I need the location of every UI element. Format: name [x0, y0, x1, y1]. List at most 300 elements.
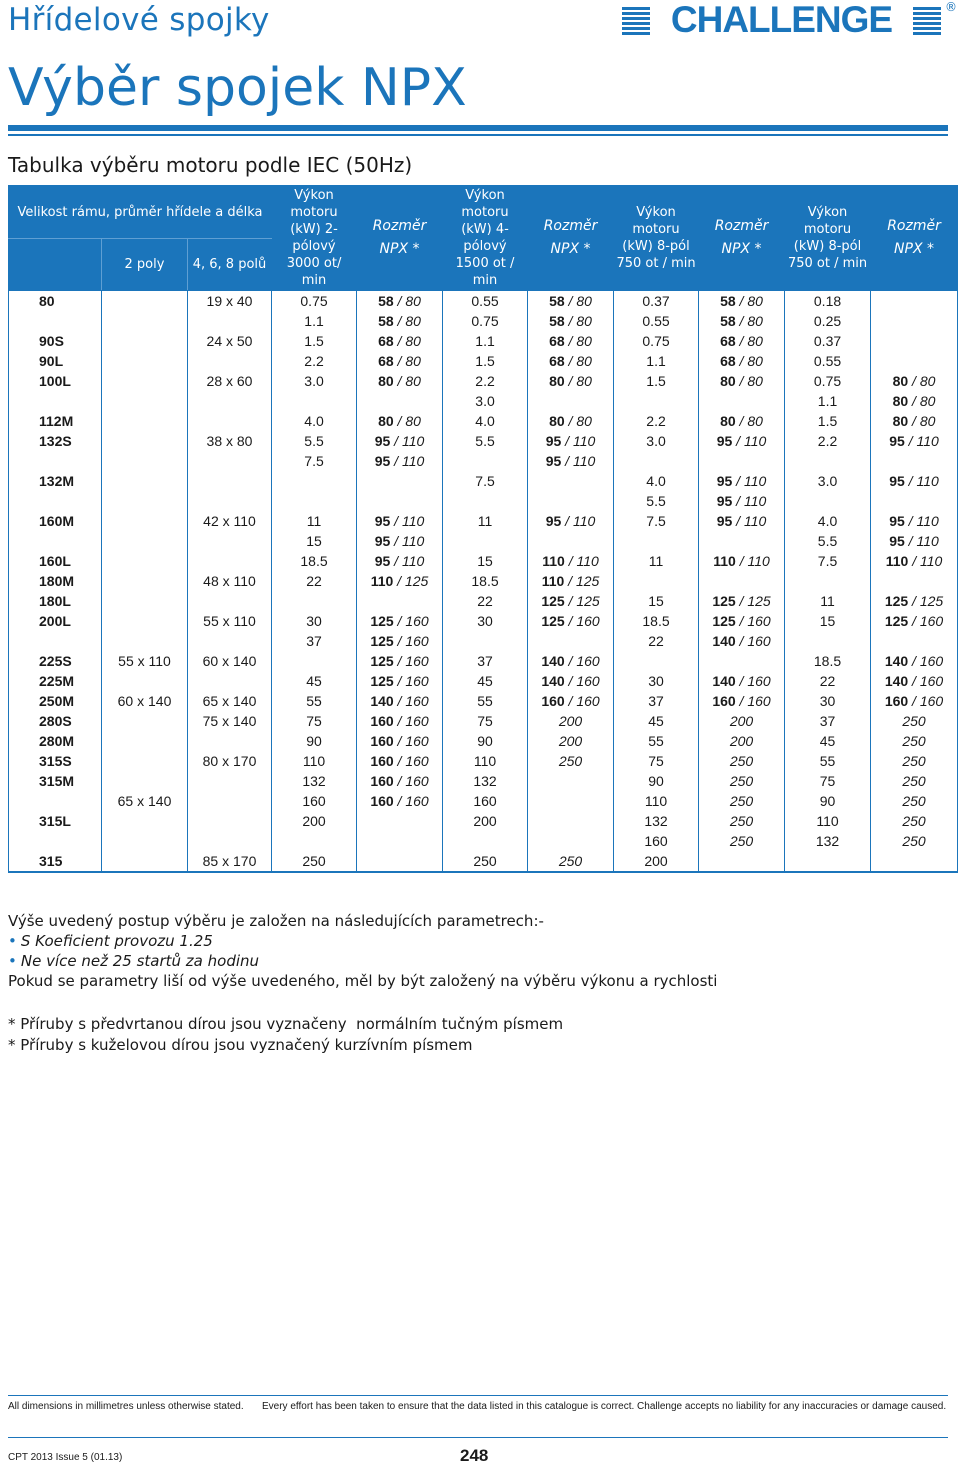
cell-power-8pole-b: 1.1 [785, 391, 871, 411]
cell-power-2pole: 22 [272, 571, 357, 591]
cell-size-2pole [357, 571, 443, 591]
cell-power-4pole: 45 [443, 671, 528, 691]
cell-size-8pole-a [699, 711, 785, 731]
size-max: 80 [576, 293, 592, 309]
size-sep: / [904, 433, 917, 449]
cell-size-8pole-a [699, 591, 785, 611]
bullet-icon: • [8, 952, 17, 970]
size-bore: 140 [884, 673, 909, 689]
cell-size-8pole-a [699, 731, 785, 751]
cell-size-4pole [528, 631, 614, 651]
size-max: 250 [729, 773, 754, 789]
size-max: 80 [405, 313, 421, 329]
cell-shaft-468pole [188, 411, 272, 431]
size-max: 80 [747, 353, 763, 369]
table-row [9, 431, 958, 451]
cell-size-4pole [528, 431, 614, 451]
cell-power-4pole: 4.0 [443, 411, 528, 431]
size-max: 110 [572, 513, 596, 529]
cell-shaft-2pole [102, 611, 188, 631]
cell-size-4pole [528, 691, 614, 711]
cell-size-2pole [357, 351, 443, 371]
cell-shaft-2pole [102, 671, 188, 691]
cell-power-8pole-b: 0.25 [785, 311, 871, 331]
table-row [9, 551, 958, 571]
size-max: 110 [401, 533, 425, 549]
cell-shaft-2pole [102, 391, 188, 411]
cell-power-8pole-a: 110 [614, 791, 699, 811]
cell-size-4pole [528, 791, 614, 811]
size-max: 110 [743, 433, 767, 449]
size-max: 160 [405, 613, 429, 629]
size-max: 160 [576, 673, 600, 689]
cell-size-4pole [528, 831, 614, 851]
cell-power-8pole-b: 55 [785, 751, 871, 771]
size-sep: / [735, 353, 748, 369]
cell-power-4pole: 160 [443, 791, 528, 811]
cell-power-8pole-b: 11 [785, 591, 871, 611]
size-max: 110 [572, 453, 596, 469]
size-max: 250 [902, 833, 926, 849]
cell-power-8pole-a: 160 [614, 831, 699, 851]
size-bore: 125 [370, 633, 394, 649]
cell-power-8pole-b: 18.5 [785, 651, 871, 671]
cell-shaft-468pole: 85 x 170 [188, 851, 272, 872]
cell-size-2pole [357, 391, 443, 411]
size-bore: 110 [542, 553, 565, 569]
size-max: 80 [405, 293, 421, 309]
size-max: 200 [558, 713, 583, 729]
cell-power-2pole: 30 [272, 611, 357, 631]
cell-power-2pole: 37 [272, 631, 357, 651]
size-bore: 95 [889, 473, 905, 489]
cell-power-4pole: 22 [443, 591, 528, 611]
cell-power-8pole-b: 15 [785, 611, 871, 631]
cell-power-8pole-b: 2.2 [785, 431, 871, 451]
size-sep: / [904, 513, 917, 529]
size-sep: / [564, 333, 577, 349]
cell-shaft-2pole [102, 471, 188, 491]
size-bore: 140 [541, 673, 565, 689]
cell-size-8pole-a [699, 691, 785, 711]
cell-power-8pole-b: 3.0 [785, 471, 871, 491]
header-size-8pole-a: Rozměr NPX * [699, 186, 785, 291]
size-max: 160 [576, 693, 600, 709]
cell-power-8pole-a: 90 [614, 771, 699, 791]
cell-size-4pole [528, 651, 614, 671]
cell-power-8pole-a: 0.37 [614, 291, 699, 312]
cell-shaft-468pole: 48 x 110 [188, 571, 272, 591]
size-max: 250 [902, 753, 926, 769]
size-sep: / [393, 293, 406, 309]
cell-size-8pole-b [871, 391, 958, 411]
size-bore: 95 [374, 513, 391, 529]
size-sep: / [735, 693, 748, 709]
size-sep: / [390, 553, 402, 569]
cell-shaft-2pole [102, 371, 188, 391]
size-max: 110 [743, 513, 767, 529]
title-rule-thick [8, 125, 948, 131]
cell-power-8pole-b [785, 451, 871, 471]
size-bore: 58 [720, 313, 736, 329]
size-max: 80 [405, 333, 421, 349]
cell-power-8pole-b [785, 631, 871, 651]
table-row [9, 611, 958, 631]
size-max: 250 [902, 813, 926, 829]
cell-shaft-2pole [102, 451, 188, 471]
cell-shaft-2pole [102, 491, 188, 511]
size-bore: 68 [378, 353, 394, 369]
size-sep: / [735, 313, 748, 329]
cell-power-8pole-a: 75 [614, 751, 699, 771]
size-sep: / [732, 433, 744, 449]
cell-shaft-2pole [102, 591, 188, 611]
cell-power-4pole: 0.75 [443, 311, 528, 331]
cell-size-8pole-a [699, 471, 785, 491]
size-bore: 95 [716, 493, 733, 509]
cell-size-4pole [528, 751, 614, 771]
cell-size-8pole-a [699, 551, 785, 571]
cell-power-8pole-a: 30 [614, 671, 699, 691]
cell-power-2pole: 11 [272, 511, 357, 531]
cell-power-4pole: 2.2 [443, 371, 528, 391]
cell-size-8pole-b [871, 591, 958, 611]
cell-size-2pole [357, 851, 443, 872]
logo-stripes-left-icon [622, 7, 650, 35]
cell-power-8pole-a: 0.75 [614, 331, 699, 351]
size-bore: 80 [720, 373, 736, 389]
cell-power-4pole [443, 831, 528, 851]
cell-shaft-468pole: 42 x 110 [188, 511, 272, 531]
cell-power-8pole-b: 0.75 [785, 371, 871, 391]
footnote-italic: * Příruby s kuželovou dírou jsou vyznačený kurzívním písmem [8, 1036, 473, 1054]
cell-power-2pole: 250 [272, 851, 357, 872]
cell-power-4pole: 5.5 [443, 431, 528, 451]
challenge-logo [622, 0, 957, 40]
cell-power-8pole-a: 2.2 [614, 411, 699, 431]
table-row [9, 691, 958, 711]
notes-intro: Výše uvedený postup výběru je založen na následujících parametrech:- [8, 912, 544, 930]
cell-power-2pole: 15 [272, 531, 357, 551]
cell-power-8pole-b: 90 [785, 791, 871, 811]
cell-shaft-468pole: 60 x 140 [188, 651, 272, 671]
table-row [9, 451, 958, 471]
cell-frame: 112M [9, 411, 102, 431]
cell-size-2pole [357, 411, 443, 431]
cell-power-2pole: 7.5 [272, 451, 357, 471]
header-power-8pole-a: Výkon motoru (kW) 8-pól 750 ot / min [614, 186, 699, 291]
header-4-6-8-poles: 4, 6, 8 polů [188, 239, 272, 291]
cell-frame: 160L [9, 551, 102, 571]
size-sep: / [390, 433, 402, 449]
cell-shaft-468pole [188, 551, 272, 571]
cell-size-2pole [357, 731, 443, 751]
cell-size-8pole-a [699, 651, 785, 671]
size-max: 250 [902, 773, 926, 789]
size-max: 110 [401, 453, 425, 469]
notes-bullet-2: • Ne více než 25 startů za hodinu [8, 952, 260, 970]
size-sep: / [393, 333, 406, 349]
cell-size-4pole [528, 311, 614, 331]
size-sep: / [561, 433, 573, 449]
cell-power-2pole: 55 [272, 691, 357, 711]
cell-power-4pole: 1.1 [443, 331, 528, 351]
cell-power-8pole-a: 18.5 [614, 611, 699, 631]
size-bore: 125 [541, 593, 565, 609]
page-number: 248 [460, 1446, 489, 1465]
size-sep: / [732, 493, 744, 509]
cell-power-4pole [443, 531, 528, 551]
size-max: 110 [401, 433, 425, 449]
cell-size-2pole [357, 611, 443, 631]
cell-size-8pole-a [699, 351, 785, 371]
cell-shaft-2pole [102, 431, 188, 451]
header-frame: Velikost rámu, průměr hřídele a délka [9, 186, 272, 239]
size-bore: 58 [378, 293, 394, 309]
size-max: 250 [902, 733, 926, 749]
cell-power-4pole: 30 [443, 611, 528, 631]
table-row [9, 491, 958, 511]
cell-power-4pole: 18.5 [443, 571, 528, 591]
cell-power-4pole [443, 451, 528, 471]
size-bore: 160 [370, 713, 394, 729]
cell-shaft-468pole [188, 451, 272, 471]
cell-size-4pole [528, 491, 614, 511]
size-max: 160 [405, 753, 429, 769]
cell-power-2pole [272, 651, 357, 671]
cell-shaft-468pole [188, 531, 272, 551]
size-bore: 68 [549, 333, 565, 349]
size-max: 160 [405, 693, 429, 709]
size-sep: / [564, 613, 577, 629]
size-max: 80 [576, 333, 592, 349]
size-bore: 125 [884, 593, 909, 609]
cell-shaft-468pole [188, 491, 272, 511]
table-row [9, 711, 958, 731]
cell-power-4pole [443, 631, 528, 651]
size-max: 110 [576, 553, 599, 569]
size-bore: 58 [549, 313, 565, 329]
cell-power-8pole-b: 1.5 [785, 411, 871, 431]
cell-size-2pole [357, 811, 443, 831]
cell-power-8pole-a: 22 [614, 631, 699, 651]
size-max: 110 [743, 493, 767, 509]
cell-size-8pole-a [699, 431, 785, 451]
cell-power-4pole: 3.0 [443, 391, 528, 411]
cell-size-2pole [357, 591, 443, 611]
size-sep: / [564, 653, 577, 669]
size-sep: / [564, 573, 576, 589]
size-sep: / [393, 733, 406, 749]
size-bore: 110 [541, 573, 565, 589]
cell-size-8pole-b [871, 531, 958, 551]
size-max: 160 [405, 733, 429, 749]
cell-size-4pole [528, 851, 614, 872]
table-row [9, 671, 958, 691]
cell-size-4pole [528, 531, 614, 551]
cell-size-8pole-a [699, 771, 785, 791]
cell-frame [9, 311, 102, 331]
cell-frame: 315 [9, 851, 102, 872]
cell-size-8pole-a [699, 751, 785, 771]
size-bore: 95 [545, 513, 562, 529]
cell-size-8pole-b [871, 451, 958, 471]
logo-stripes-right-icon [913, 7, 941, 35]
cell-size-8pole-b [871, 291, 958, 312]
cell-power-8pole-a: 37 [614, 691, 699, 711]
size-bore: 68 [720, 333, 736, 349]
size-max: 110 [916, 473, 939, 489]
size-sep: / [908, 553, 920, 569]
table-body [9, 291, 958, 873]
size-bore: 160 [370, 793, 394, 809]
cell-frame: 225S [9, 651, 102, 671]
cell-size-8pole-a [699, 671, 785, 691]
size-sep: / [393, 613, 406, 629]
size-max: 200 [558, 733, 583, 749]
size-max: 250 [558, 753, 583, 769]
size-sep: / [735, 633, 748, 649]
size-sep: / [393, 573, 405, 589]
cell-size-2pole [357, 651, 443, 671]
cell-power-2pole: 4.0 [272, 411, 357, 431]
size-bore: 125 [370, 673, 394, 689]
cell-size-8pole-b [871, 411, 958, 431]
cell-size-8pole-b [871, 731, 958, 751]
cell-power-8pole-b: 45 [785, 731, 871, 751]
notes-outro: Pokud se parametry liší od výše uvedeného, měl by být založený na výběru výkonu a rychlosti [8, 972, 718, 990]
cell-frame: 160M [9, 511, 102, 531]
size-bore: 95 [374, 453, 391, 469]
size-max: 250 [902, 793, 926, 809]
size-bore: 95 [716, 513, 733, 529]
size-bore: 125 [712, 593, 736, 609]
cell-frame: 315M [9, 771, 102, 791]
cell-size-8pole-a [699, 311, 785, 331]
size-bore: 80 [892, 393, 909, 409]
cell-shaft-468pole [188, 471, 272, 491]
cell-size-8pole-b [871, 851, 958, 872]
footnote-bold: * Příruby s předvrtanou dírou jsou vyznačeny normálním tučným písmem [8, 1015, 564, 1033]
cell-size-2pole [357, 451, 443, 471]
cell-shaft-2pole [102, 631, 188, 651]
cell-size-2pole [357, 831, 443, 851]
cell-frame [9, 391, 102, 411]
cell-power-4pole [443, 491, 528, 511]
size-max: 110 [401, 513, 425, 529]
size-max: 125 [747, 593, 771, 609]
size-bore: 125 [370, 613, 394, 629]
cell-power-4pole: 132 [443, 771, 528, 791]
cell-size-8pole-a [699, 631, 785, 651]
size-sep: / [908, 413, 920, 429]
size-bore: 68 [720, 353, 736, 369]
size-bore: 140 [541, 653, 565, 669]
cell-power-8pole-b: 37 [785, 711, 871, 731]
cell-shaft-2pole [102, 311, 188, 331]
cell-size-2pole [357, 331, 443, 351]
cell-frame: 132M [9, 471, 102, 491]
cell-size-8pole-a [699, 851, 785, 872]
size-sep: / [393, 353, 406, 369]
cell-power-4pole: 7.5 [443, 471, 528, 491]
size-max: 80 [919, 413, 936, 429]
size-bore: 95 [889, 533, 905, 549]
size-bore: 68 [378, 333, 394, 349]
size-max: 200 [729, 733, 754, 749]
size-sep: / [908, 613, 920, 629]
cell-power-8pole-a: 15 [614, 591, 699, 611]
size-bore: 160 [370, 773, 394, 789]
cell-power-8pole-a [614, 571, 699, 591]
cell-frame: 280M [9, 731, 102, 751]
cell-frame: 180L [9, 591, 102, 611]
cell-size-8pole-a [699, 791, 785, 811]
size-max: 80 [747, 333, 763, 349]
cell-power-2pole: 200 [272, 811, 357, 831]
cell-size-4pole [528, 471, 614, 491]
cell-power-2pole: 0.75 [272, 291, 357, 312]
cell-shaft-2pole: 65 x 140 [102, 791, 188, 811]
size-sep: / [393, 793, 406, 809]
footer-rule-top [8, 1395, 948, 1396]
size-sep: / [732, 513, 744, 529]
page-title: Výběr spojek NPX [8, 58, 467, 118]
size-max: 160 [405, 673, 429, 689]
cell-power-8pole-b: 7.5 [785, 551, 871, 571]
cell-size-4pole [528, 511, 614, 531]
size-max: 80 [747, 293, 763, 309]
size-bore: 140 [884, 653, 909, 669]
table-title: Tabulka výběru motoru podle IEC (50Hz) [8, 153, 413, 177]
cell-size-4pole [528, 731, 614, 751]
cell-size-8pole-b [871, 311, 958, 331]
cell-frame [9, 491, 102, 511]
size-bore: 95 [545, 453, 562, 469]
table-row [9, 351, 958, 371]
cell-size-8pole-a [699, 831, 785, 851]
size-sep: / [561, 453, 573, 469]
cell-power-8pole-a: 55 [614, 731, 699, 751]
cell-size-8pole-a [699, 291, 785, 312]
size-max: 110 [401, 553, 425, 569]
cell-size-8pole-b [871, 491, 958, 511]
cell-power-8pole-a: 4.0 [614, 471, 699, 491]
cell-power-2pole: 3.0 [272, 371, 357, 391]
cell-power-8pole-a [614, 451, 699, 471]
size-max: 80 [747, 413, 763, 429]
cell-shaft-468pole: 55 x 110 [188, 611, 272, 631]
size-max: 80 [919, 393, 936, 409]
cell-size-8pole-a [699, 411, 785, 431]
cell-shaft-468pole [188, 791, 272, 811]
cell-size-8pole-a [699, 491, 785, 511]
size-bore: 95 [374, 533, 391, 549]
cell-shaft-468pole [188, 391, 272, 411]
size-bore: 160 [370, 753, 394, 769]
table-row [9, 751, 958, 771]
size-bore: 125 [370, 653, 394, 669]
cell-power-8pole-b: 0.55 [785, 351, 871, 371]
size-max: 125 [919, 593, 944, 609]
size-sep: / [393, 753, 406, 769]
cell-size-8pole-b [871, 811, 958, 831]
cell-size-4pole [528, 551, 614, 571]
cell-power-2pole: 160 [272, 791, 357, 811]
footer-rule-bottom [8, 1437, 948, 1438]
cell-shaft-2pole [102, 331, 188, 351]
cell-shaft-2pole [102, 551, 188, 571]
